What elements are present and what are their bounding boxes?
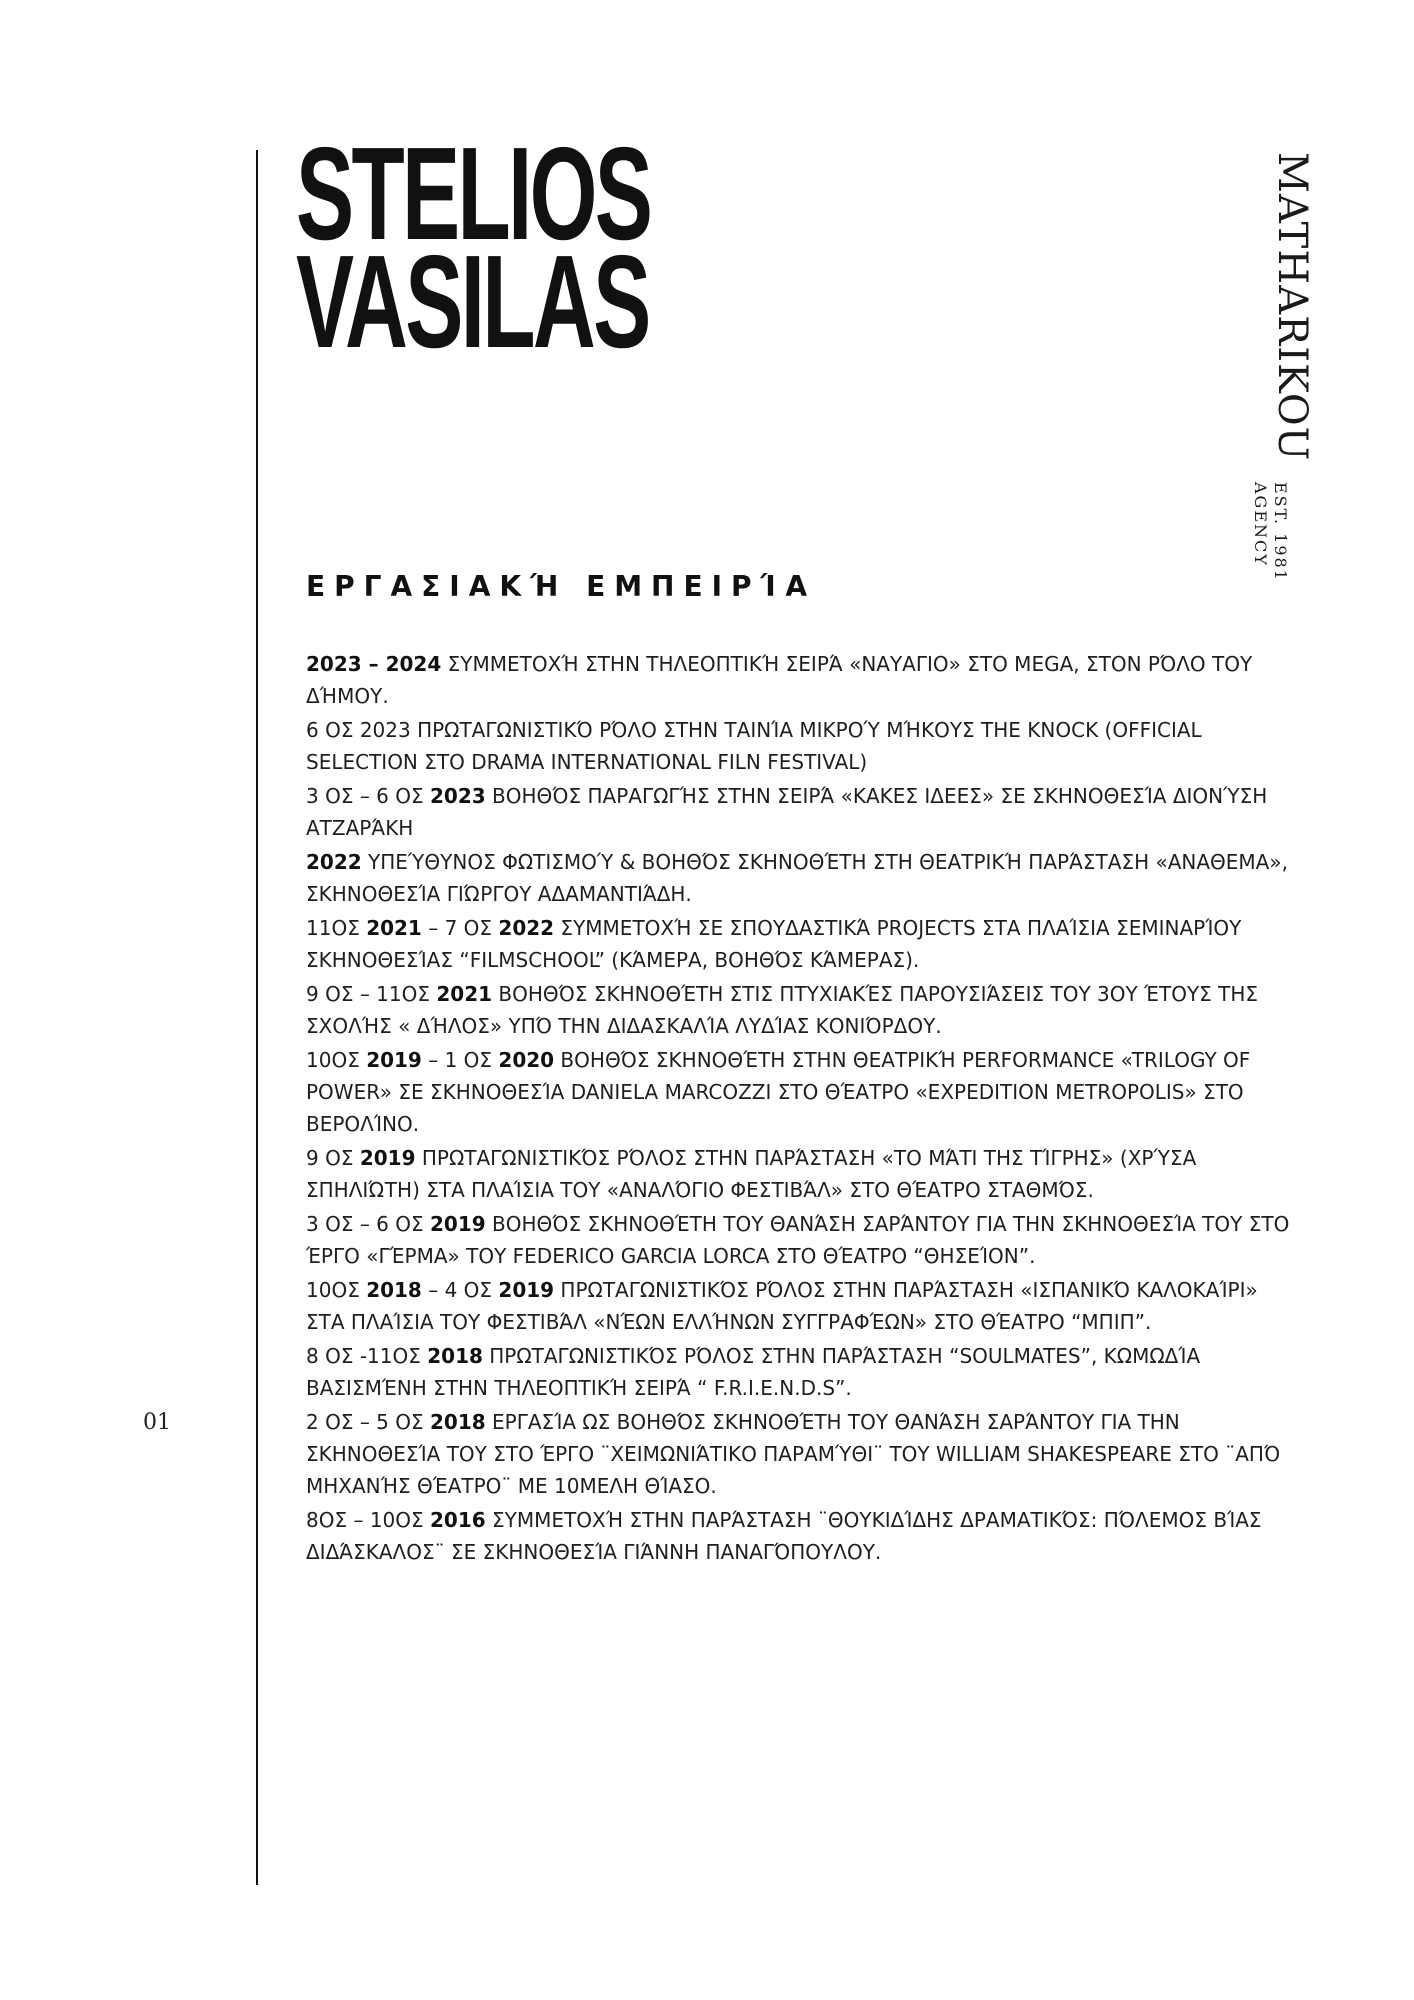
experience-text: 3 ΟΣ – 6 ΟΣ xyxy=(306,784,430,808)
experience-text: – 7 ΟΣ xyxy=(421,916,499,940)
experience-entry xyxy=(306,1208,1296,1272)
experience-year: 2019 xyxy=(430,1212,486,1236)
vertical-divider xyxy=(256,150,258,1885)
experience-year: 2019 xyxy=(359,1146,416,1170)
experience-year: 2021 xyxy=(366,916,422,940)
agency-logo-subtitle: AGENCY xyxy=(1251,482,1270,567)
experience-text: 8ΟΣ – 10ΟΣ xyxy=(306,1508,431,1532)
experience-text: ΥΠΕΎΘΥΝΟΣ ΦΩΤΙΣΜΟΎ & ΒΟΗΘΌΣ ΣΚΗΝΟΘΈΤΗ ΣΤΗ ΘΕΑΤΡΙΚΉ ΠΑΡΆΣΤΑΣΗ «ΑΝΑΘΕΜΑ», ΣΚΗΝΟΘΕΣΊΑ ΓΙΏΡΓΟΥ ΑΔΑΜΑΝΤΙΆΔΗ. xyxy=(306,850,1288,906)
experience-list xyxy=(306,648,1296,1570)
agency-logo-name: MATHARIKOU xyxy=(1269,152,1315,462)
experience-entry xyxy=(306,846,1296,910)
experience-text: ΣΥΜΜΕΤΟΧΉ ΣΤΗΝ ΤΗΛΕΟΠΤΙΚΉ ΣΕΙΡΆ «ΝΑΥΑΓΙΟ» ΣΤΟ MEGA, ΣΤΟΝ ΡΌΛΟ ΤΟΥ ΔΉΜΟΥ. xyxy=(306,652,1253,708)
experience-text: 11ΟΣ xyxy=(306,916,367,940)
experience-text: ΠΡΩΤΑΓΩΝΙΣΤΙΚΌΣ ΡΌΛΟΣ ΣΤΗΝ ΠΑΡΆΣΤΑΣΗ «ΙΣΠΑΝΙΚΌ ΚΑΛΟΚΑΊΡΙ» ΣΤΑ ΠΛΑΊΣΙΑ ΤΟΥ ΦΕΣΤΙΒΆΛ «ΝΈΩΝ ΕΛΛΉΝΩΝ ΣΥΓΓΡΑΦΈΩΝ» ΣΤΟ ΘΈΑΤΡΟ “ΜΠΙΠ”. xyxy=(306,1278,1258,1334)
experience-year: 2022 xyxy=(306,850,362,874)
experience-entry xyxy=(306,1274,1296,1338)
experience-text: – 1 ΟΣ xyxy=(421,1048,499,1072)
experience-year: 2019 xyxy=(498,1278,555,1302)
agency-logo xyxy=(1250,152,1316,590)
experience-text: 10ΟΣ xyxy=(306,1048,367,1072)
experience-text: ΕΡΓΑΣΊΑ ΩΣ ΒΟΗΘΌΣ ΣΚΗΝΟΘΈΤΗ ΤΟΥ ΘΑΝΆΣΗ ΣΑΡΆΝΤΟΥ ΓΙΑ ΤΗΝ ΣΚΗΝΟΘΕΣΊΑ ΤΟΥ ΣΤΟ ΈΡΓΟ ¨ΧΕΙΜΩΝΙΆΤΙΚΟ ΠΑΡΑΜΎΘΙ¨ ΤΟΥ WILLIAM SHAKESPEARE ΣΤΟ ¨ΑΠΌ ΜΗΧΑΝΉΣ ΘΈΑΤΡΟ¨ ΜΕ 10ΜΕΛΗ ΘΊΑΣΟ. xyxy=(306,1410,1281,1498)
page-number: 01 xyxy=(143,1410,171,1435)
experience-entry xyxy=(306,978,1296,1042)
experience-text: 6 ΟΣ 2023 ΠΡΩΤΑΓΩΝΙΣΤΙΚΌ ΡΌΛΟ ΣΤΗΝ ΤΑΙΝΊΑ ΜΙΚΡΟΎ ΜΉΚΟΥΣ THE KNOCK (OFFICIAL SELECTION ΣΤΟ DRAMA INTERNATIONAL FILN FESTIVAL) xyxy=(306,718,1202,774)
name-second-line: VASILAS xyxy=(296,228,649,375)
experience-text: ΒΟΗΘΌΣ ΣΚΗΝΟΘΈΤΗ ΣΤΗΝ ΘΕΑΤΡΙΚΉ PERFORMANCE «TRILOGY OF POWER» ΣΕ ΣΚΗΝΟΘΕΣΊΑ DANIELA MARCOZZI ΣΤΟ ΘΈΑΤΡΟ «EXPEDITION METROPOLIS» ΣΤΟ ΒΕΡΟΛΊΝΟ. xyxy=(306,1048,1251,1136)
experience-year: 2018 xyxy=(427,1344,483,1368)
experience-text: 9 ΟΣ – 11ΟΣ xyxy=(306,982,437,1006)
experience-text: – 4 ΟΣ xyxy=(421,1278,499,1302)
name-heading xyxy=(296,120,651,375)
experience-entry xyxy=(306,780,1296,844)
experience-year: 2023 xyxy=(430,784,486,808)
experience-text: 3 ΟΣ – 6 ΟΣ xyxy=(306,1212,430,1236)
experience-text: ΒΟΗΘΌΣ ΣΚΗΝΟΘΈΤΗ ΣΤΙΣ ΠΤΥΧΙΑΚΈΣ ΠΑΡΟΥΣΙΆΣΕΙΣ ΤΟΥ 3ΟΥ ΈΤΟΥΣ ΤΗΣ ΣΧΟΛΉΣ « ΔΉΛΟΣ» ΥΠΌ ΤΗΝ ΔΙΔΑΣΚΑΛΊΑ ΛΥΔΊΑΣ ΚΟΝΙΌΡΔΟΥ. xyxy=(306,982,1259,1038)
section-title: ΕΡΓΑΣΙΑΚΉ ΕΜΠΕΙΡΊΑ xyxy=(306,570,817,603)
experience-entry xyxy=(306,1504,1296,1568)
experience-entry xyxy=(306,714,1296,778)
experience-year: 2021 xyxy=(436,982,493,1006)
agency-logo-tagline xyxy=(1250,482,1290,582)
experience-text: ΒΟΗΘΌΣ ΣΚΗΝΟΘΈΤΗ ΤΟΥ ΘΑΝΆΣΗ ΣΑΡΆΝΤΟΥ ΓΙΑ ΤΗΝ ΣΚΗΝΟΘΕΣΊΑ ΤΟΥ ΣΤΟ ΈΡΓΟ «ΓΈΡΜΑ» ΤΟΥ FEDERICO GARCIA LORCA ΣΤΟ ΘΈΑΤΡΟ “ΘΗΣΕΊΟΝ”. xyxy=(306,1212,1290,1268)
name-first-line: STELIOS xyxy=(296,120,651,267)
experience-entry xyxy=(306,1406,1296,1502)
experience-entry xyxy=(306,912,1296,976)
experience-year: 2016 xyxy=(430,1508,486,1532)
experience-text: ΣΥΜΜΕΤΟΧΉ ΣΕ ΣΠΟΥΔΑΣΤΙΚΆ PROJECTS ΣΤΑ ΠΛΑΊΣΙΑ ΣΕΜΙΝΑΡΊΟΥ ΣΚΗΝΟΘΕΣΊΑΣ “FILMSCHOOL” (ΚΆΜΕΡΑ, ΒΟΗΘΌΣ ΚΆΜΕΡΑΣ). xyxy=(306,916,1242,972)
experience-text: ΣΥΜΜΕΤΟΧΉ ΣΤΗΝ ΠΑΡΆΣΤΑΣΗ ¨ΘΟΥΚΙΔΊΔΗΣ ΔΡΑΜΑΤΙΚΌΣ: ΠΌΛΕΜΟΣ ΒΊΑΣ ΔΙΔΆΣΚΑΛΟΣ¨ ΣΕ ΣΚΗΝΟΘΕΣΊΑ ΓΙΆΝΝΗ ΠΑΝΑΓΌΠΟΥΛΟΥ. xyxy=(306,1508,1262,1564)
experience-text: ΠΡΩΤΑΓΩΝΙΣΤΙΚΌΣ ΡΌΛΟΣ ΣΤΗΝ ΠΑΡΆΣΤΑΣΗ “SOULMATES”, ΚΩΜΩΔΊΑ ΒΑΣΙΣΜΈΝΗ ΣΤΗΝ ΤΗΛΕΟΠΤΙΚΉ ΣΕΙΡΆ “ F.R.I.E.N.D.S”. xyxy=(306,1344,1201,1400)
experience-entry xyxy=(306,1142,1296,1206)
experience-text: 10ΟΣ xyxy=(306,1278,367,1302)
experience-text: ΒΟΗΘΌΣ ΠΑΡΑΓΩΓΉΣ ΣΤΗΝ ΣΕΙΡΆ «ΚΑΚΕΣ ΙΔΕΕΣ» ΣΕ ΣΚΗΝΟΘΕΣΊΑ ΔΙΟΝΎΣΗ ΑΤΖΑΡΆΚΗ xyxy=(306,784,1268,840)
experience-entry xyxy=(306,648,1296,712)
experience-year: 2023 – 2024 xyxy=(306,652,442,676)
agency-logo-est: EST. 1981 xyxy=(1271,482,1290,582)
experience-entry xyxy=(306,1044,1296,1140)
experience-year: 2020 xyxy=(498,1048,555,1072)
experience-text: ΠΡΩΤΑΓΩΝΙΣΤΙΚΌΣ ΡΌΛΟΣ ΣΤΗΝ ΠΑΡΆΣΤΑΣΗ «ΤΟ ΜΆΤΙ ΤΗΣ ΤΊΓΡΗΣ» (ΧΡΎΣΑ ΣΠΗΛΙΏΤΗ) ΣΤΑ ΠΛΑΊΣΙΑ ΤΟΥ «ΑΝΑΛΌΓΙΟ ΦΕΣΤΙΒΆΛ» ΣΤΟ ΘΈΑΤΡΟ ΣΤΑΘΜΌΣ. xyxy=(306,1146,1197,1202)
experience-text: 9 ΟΣ xyxy=(306,1146,360,1170)
experience-year: 2022 xyxy=(498,916,555,940)
experience-year: 2018 xyxy=(430,1410,486,1434)
experience-year: 2019 xyxy=(366,1048,422,1072)
experience-year: 2018 xyxy=(366,1278,422,1302)
experience-text: 2 ΟΣ – 5 ΟΣ xyxy=(306,1410,430,1434)
experience-text: 8 ΟΣ -11ΟΣ xyxy=(306,1344,428,1368)
experience-entry xyxy=(306,1340,1296,1404)
